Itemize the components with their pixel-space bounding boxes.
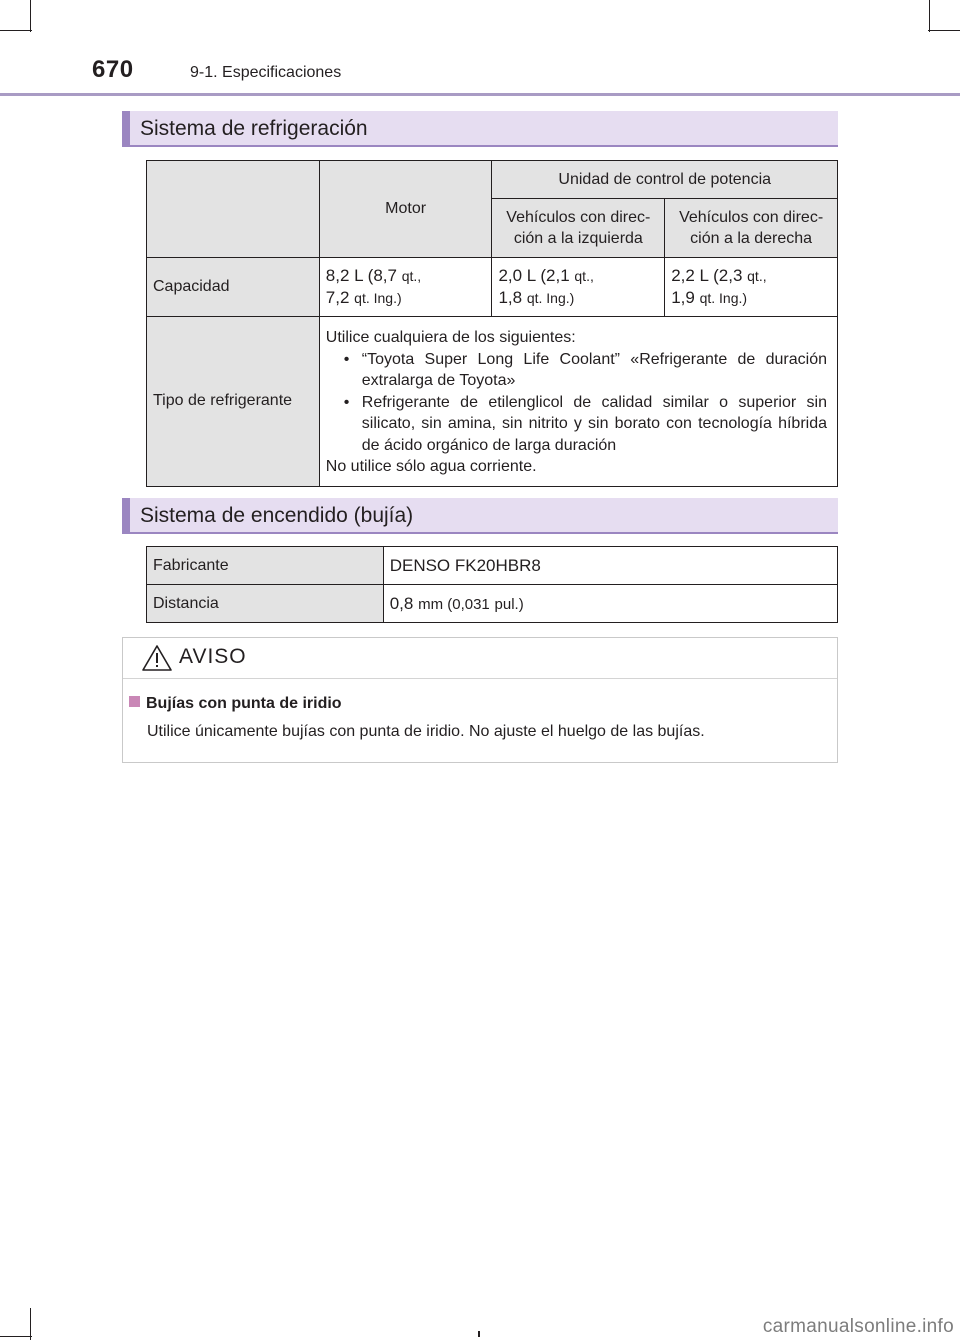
col-header-motor: Motor [319,161,492,258]
warning-text: Utilice únicamente bujías con punta de iridio. No ajuste el huelgo de las bujías. [147,723,705,740]
coolant-intro: Utilice cualquiera de los siguientes: [325,329,576,346]
warning-box [122,637,838,763]
manufacturer-value: DENSO FK20HBR8 [383,547,837,585]
crop-mark [0,30,32,31]
capacity-rhd: 2,2 L (2,3 qt., 1,9 qt. Ing.) [665,258,838,317]
crop-mark [30,0,31,32]
capacity-motor: 8,2 L (8,7 qt., 7,2 qt. Ing.) [319,258,492,317]
section-title-cooling: Sistema de refrigeración [122,111,838,147]
section-title-ignition: Sistema de encendido (bujía) [122,498,838,534]
warning-header [123,638,837,679]
crop-mark [929,0,930,32]
coolant-note: No utilice sólo agua corriente. [325,458,537,475]
coolant-type-cell [319,317,837,487]
warning-subtitle: Bujías con punta de iridio [129,695,342,713]
warning-title: AVISO [179,645,247,668]
footer-mark [478,1331,480,1337]
section-reference: 9-1. Especificaciones [190,64,342,81]
row-label-manufacturer: Fabricante [147,547,384,585]
col-header-pcu: Unidad de control de potencia [492,161,838,199]
empty-header-cell [147,161,320,258]
coolant-option-2: • Refrigerante de etilenglicol de calidad similar o superior sin silicato, sin amina, sin nitrito y sin borato con tecnología híbrida de ácido orgánico de larga duración [343,393,827,454]
capacity-lhd: 2,0 L (2,1 qt., 1,8 qt. Ing.) [492,258,665,317]
col-header-lhd: Vehículos con direc-ción a la izquierda [492,199,665,258]
warning-triangle-icon [141,644,173,672]
header-rule [0,93,960,96]
gap-value: 0,8 mm (0,031 pul.) [383,585,837,623]
coolant-option-1: • “Toyota Super Long Life Coolant” «Refrigerante de duración extralarga de Toyota» [343,350,827,389]
crop-mark [0,1336,32,1337]
square-bullet-icon [129,696,140,707]
row-label-gap: Distancia [147,585,384,623]
row-label-capacity: Capacidad [147,258,320,317]
crop-mark [928,30,960,31]
ignition-table [146,546,838,623]
watermark: carmanualsonline.info [762,1316,954,1337]
row-label-coolant-type: Tipo de refrigerante [147,317,320,487]
cooling-table [146,160,838,487]
page-number: 670 [92,56,134,83]
col-header-rhd: Vehículos con direc-ción a la derecha [665,199,838,258]
